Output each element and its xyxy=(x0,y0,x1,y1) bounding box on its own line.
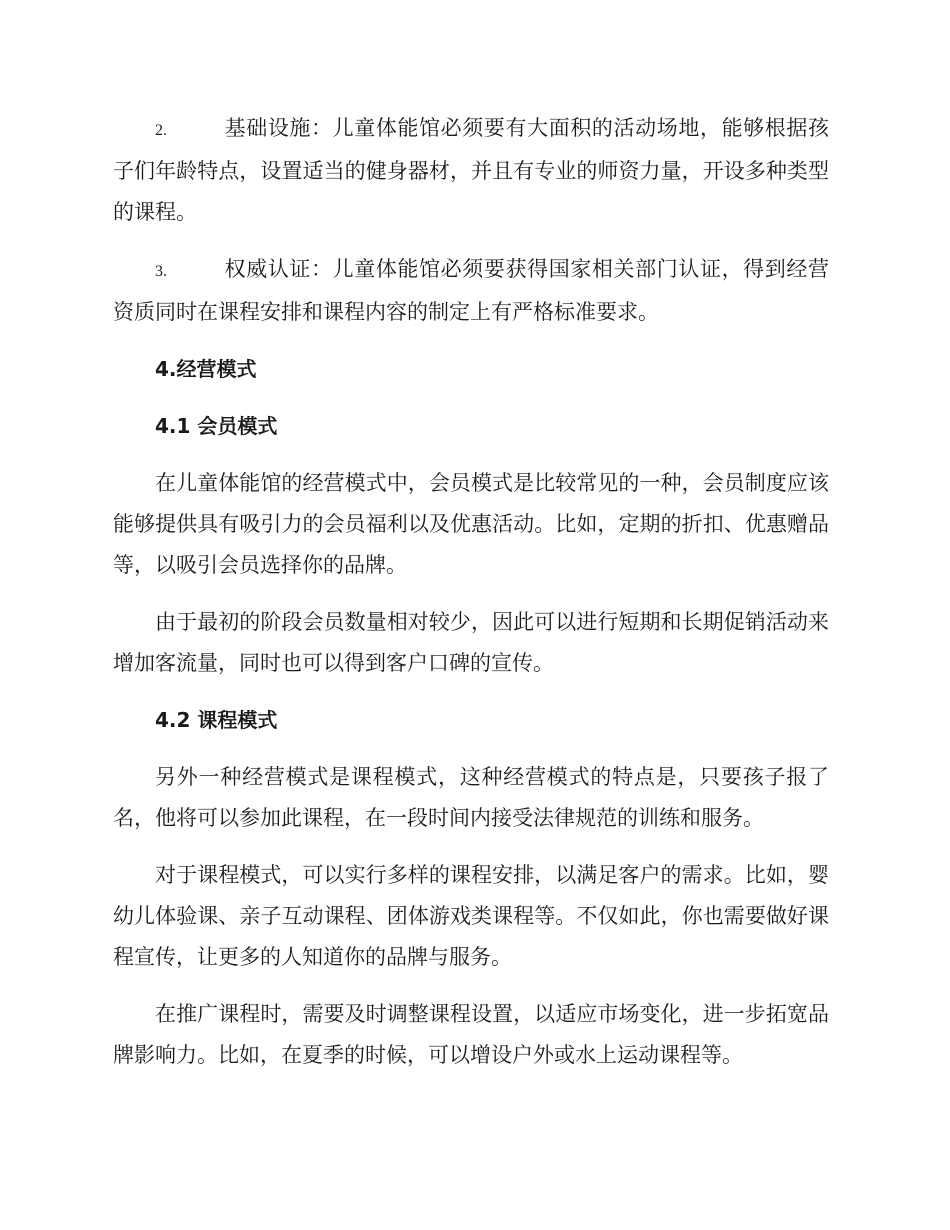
paragraph: 对于课程模式，可以实行多样的课程安排，以满足客户的需求。比如，婴幼儿体验课、亲子互动课程、团体游戏类课程等。不仅如此，你也需要做好课程宣传，让更多的人知道你的品牌与服务。 xyxy=(113,863,829,969)
list-number: 2. xyxy=(155,122,167,139)
subsection-heading-course: 4.2 课程模式 xyxy=(155,708,278,732)
list-number: 3. xyxy=(155,263,167,280)
list-item-infrastructure xyxy=(113,108,829,233)
list-item-text: 权威认证：儿童体能馆必须要获得国家相关部门认证，得到经营资质同时在课程安排和课程内容的制定上有严格标准要求。 xyxy=(113,257,829,324)
paragraph: 由于最初的阶段会员数量相对较少，因此可以进行短期和长期促销活动来增加客流量，同时也可以得到客户口碑的宣传。 xyxy=(113,610,829,675)
list-item-text: 基础设施：儿童体能馆必须要有大面积的活动场地，能够根据孩子们年龄特点，设置适当的健身器材，并且有专业的师资力量，开设多种类型的课程。 xyxy=(113,116,829,224)
paragraph: 另外一种经营模式是课程模式，这种经营模式的特点是，只要孩子报了名，他将可以参加此课程，在一段时间内接受法律规范的训练和服务。 xyxy=(113,765,829,830)
section-heading-business-model: 4.经营模式 xyxy=(155,357,257,381)
paragraph: 在儿童体能馆的经营模式中，会员模式是比较常见的一种，会员制度应该能够提供具有吸引力的会员福利以及优惠活动。比如，定期的折扣、优惠赠品等，以吸引会员选择你的品牌。 xyxy=(113,471,829,577)
document-body xyxy=(113,108,829,1092)
subsection-heading-membership: 4.1 会员模式 xyxy=(155,414,278,438)
list-item-certification xyxy=(113,249,829,333)
paragraph: 在推广课程时，需要及时调整课程设置，以适应市场变化，进一步拓宽品牌影响力。比如，在夏季的时候，可以增设户外或水上运动课程等。 xyxy=(113,1002,829,1067)
